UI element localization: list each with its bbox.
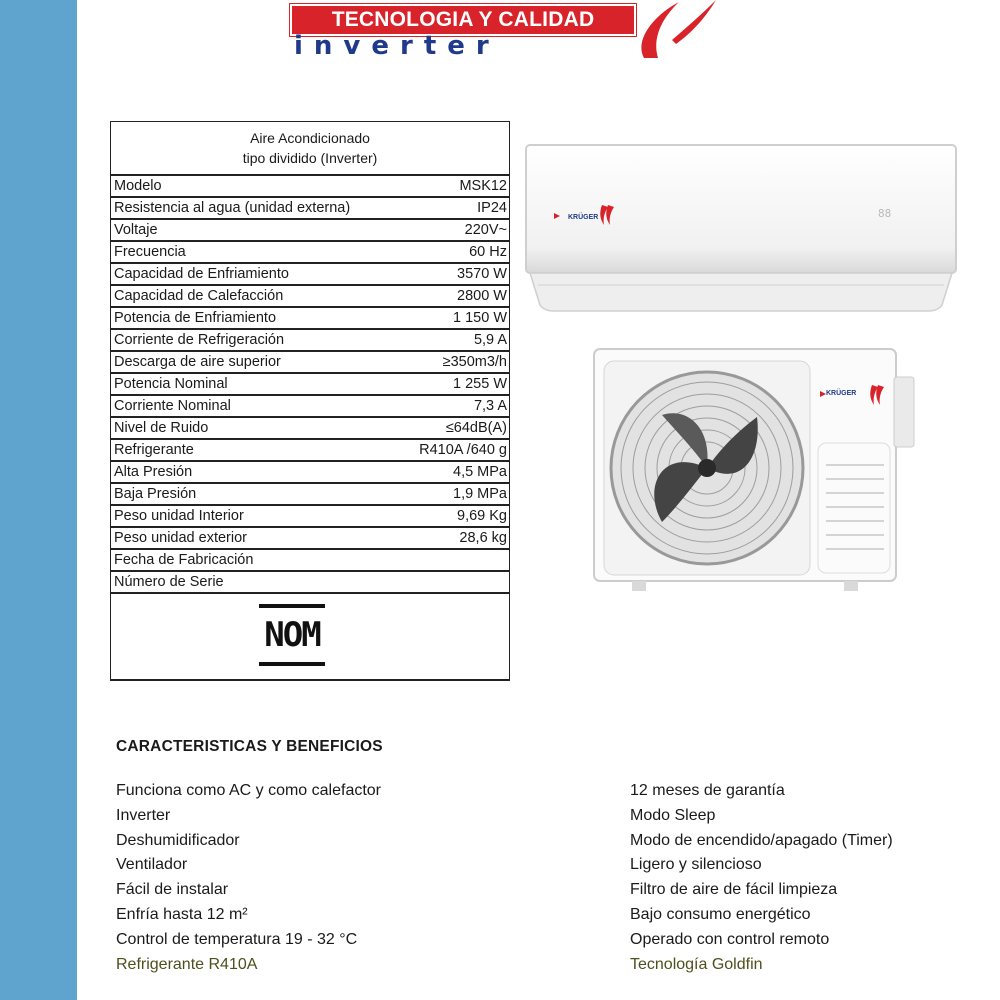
spec-row [111, 396, 509, 418]
spec-label: Corriente de Refrigeración [114, 332, 285, 348]
feature-item: Enfría hasta 12 m² [116, 905, 248, 923]
spec-row [111, 308, 509, 330]
spec-value: 9,69 Kg [457, 508, 507, 524]
spec-label: Resistencia al agua (unidad externa) [114, 200, 351, 216]
feature-item: Tecnología Goldfin [630, 955, 763, 973]
side-color-strip [0, 0, 77, 1000]
spec-row [111, 374, 509, 396]
outdoor-unit-image [592, 347, 920, 597]
spec-row [111, 572, 509, 594]
spec-value: MSK12 [459, 178, 507, 194]
spec-value: 1 150 W [453, 310, 507, 326]
spec-value: 3570 W [457, 266, 507, 282]
spec-value: 1,9 MPa [453, 486, 507, 502]
spec-value: IP24 [477, 200, 507, 216]
spec-label: Alta Presión [114, 464, 193, 480]
feature-item: Deshumidificador [116, 831, 240, 849]
brand-logo [288, 0, 748, 62]
feature-item: Ligero y silencioso [630, 856, 762, 874]
spec-value: ≤64dB(A) [445, 420, 507, 436]
feature-item: Bajo consumo energético [630, 905, 811, 923]
nom-cell [111, 594, 509, 679]
spec-row [111, 440, 509, 462]
spec-value: 5,9 A [473, 332, 507, 348]
features-right-list [630, 780, 1000, 978]
logo-subtitle: inverter [294, 31, 500, 61]
spec-value: 60 Hz [469, 244, 507, 260]
spec-row [111, 528, 509, 550]
spec-row [111, 264, 509, 286]
spec-rows [111, 176, 509, 594]
feature-item: Operado con control remoto [630, 930, 830, 948]
spec-row [111, 462, 509, 484]
feature-item: Fácil de instalar [116, 881, 229, 899]
nom-certification-mark [259, 604, 325, 666]
spec-row [111, 418, 509, 440]
feature-item: Refrigerante R410A [116, 955, 258, 973]
spec-value: R410A /640 g [419, 442, 507, 458]
feature-item: Control de temperatura 19 - 32 °C [116, 930, 358, 948]
outdoor-brand-label: KRÜGER [826, 390, 857, 397]
spec-label: Baja Presión [114, 486, 197, 502]
features-title: CARACTERISTICAS Y BENEFICIOS [116, 738, 383, 755]
spec-label: Potencia Nominal [114, 376, 228, 392]
spec-row [111, 176, 509, 198]
spec-value: 220V~ [464, 222, 507, 238]
spec-table-header [111, 122, 509, 176]
nom-text: NOM [264, 615, 320, 655]
spec-row [111, 506, 509, 528]
spec-title-line1: Aire Acondicionado [250, 130, 370, 146]
feature-item: Modo Sleep [630, 806, 716, 824]
spec-row [111, 220, 509, 242]
feature-item: Funciona como AC y como calefactor [116, 782, 382, 799]
nom-top-bar [259, 604, 325, 608]
features-left-list [116, 780, 496, 978]
spec-row [111, 198, 509, 220]
svg-text:88: 88 [878, 207, 892, 220]
nom-bottom-bar [259, 662, 325, 666]
spec-value: 28,6 kg [459, 530, 507, 546]
spec-label: Potencia de Enfriamiento [114, 310, 277, 326]
feature-item: Filtro de aire de fácil limpieza [630, 881, 838, 899]
spec-row [111, 330, 509, 352]
feature-item: Modo de encendido/apagado (Timer) [630, 831, 893, 849]
spec-label: Peso unidad exterior [114, 530, 247, 546]
indoor-brand-label: KRÜGER [568, 214, 599, 221]
spec-label: Descarga de aire superior [114, 354, 281, 370]
spec-label: Refrigerante [114, 442, 194, 458]
spec-label: Modelo [114, 178, 162, 194]
spec-row [111, 286, 509, 308]
spec-label: Nivel de Ruido [114, 420, 209, 436]
spec-label: Capacidad de Enfriamiento [114, 266, 289, 282]
logo-swoosh-icon [624, 0, 734, 60]
spec-row [111, 242, 509, 264]
spec-value: 1 255 W [453, 376, 507, 392]
spec-value: 7,3 A [473, 398, 507, 414]
spec-row [111, 352, 509, 374]
spec-title-line2: tipo dividido (Inverter) [242, 150, 378, 166]
spec-table [110, 121, 510, 681]
spec-label: Corriente Nominal [114, 398, 231, 414]
spec-row [111, 484, 509, 506]
indoor-unit-image [524, 143, 958, 313]
spec-row [111, 550, 509, 572]
spec-value: 4,5 MPa [453, 464, 507, 480]
spec-label: Capacidad de Calefacción [114, 288, 284, 304]
spec-label: Fecha de Fabricación [114, 552, 254, 568]
logo-banner-text: TECNOLOGIA Y CALIDAD [331, 8, 595, 31]
spec-value: ≥350m3/h [442, 354, 507, 370]
spec-label: Peso unidad Interior [114, 508, 244, 524]
spec-value: 2800 W [457, 288, 507, 304]
spec-label: Número de Serie [114, 574, 224, 590]
feature-item: 12 meses de garantía [630, 782, 785, 799]
feature-item: Ventilador [116, 856, 188, 874]
feature-item: Inverter [116, 806, 171, 824]
spec-label: Voltaje [114, 222, 158, 238]
spec-label: Frecuencia [114, 244, 186, 260]
